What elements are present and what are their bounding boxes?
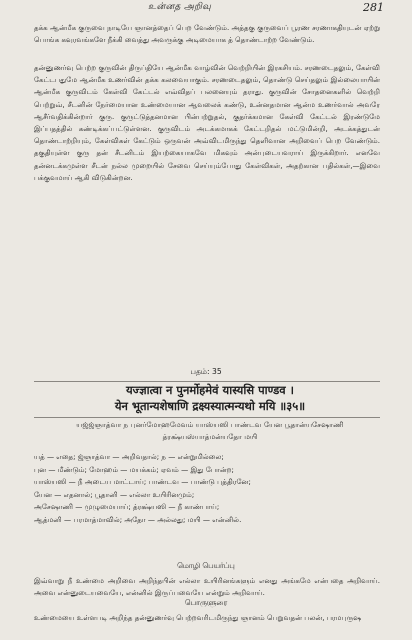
glossary-row: யத் — எதை; ஜ்ஞாத்வா — அறிவதால்; ந — என்றுமில்லை; — [34, 452, 224, 461]
page-number: 281 — [363, 1, 384, 14]
intro-paragraph: தக்க ஆன்மீக குருவை நாடியே ஞானத்தைப் பெற வேண்டும். அத்தகு குருவைப் பூரண சரணாகதியுடன் ஏற்று பொங்க கவுரவங்களே நீக்கி வைத்து அவருக்கு அடிமையாக த் தொண்டாற்ற வேண்டும். — [34, 23, 380, 45]
sanskrit-verse-line-2: येन भूतान्यशेषाणि द्रक्ष्यस्यात्मन्यथो मयि ॥३५॥ — [114, 399, 306, 413]
page-header — [0, 2, 412, 18]
sanskrit-verse-line-1: यज्ज्ञात्वा न पुनर्मोहमेवं यास्यसि पाण्डव । — [126, 383, 294, 397]
glossary-row: புன — மீண்டும்; மோஹம் — மயக்கம்; ஏவம் — இது போன்ற; — [34, 464, 234, 474]
translation-heading: மொழி பெயர்ப்பு — [177, 561, 235, 570]
verse-top-rule — [34, 381, 380, 382]
glossary-row: யாஸ்யஸி — நீ அடைய மாட்டாய்; பாண்டவ — பாண்டு புத்திரனே; — [34, 477, 251, 486]
glossary-row: யேன — எதனால்; பூதானி — எல்லா உயிரினமும்; — [34, 489, 195, 499]
running-title: உன்னத அறிவு — [148, 2, 212, 12]
verse-bottom-rule — [34, 417, 380, 418]
verse-label: பதம்: 35 — [190, 367, 222, 376]
purport-heading: பொருளுரை — [184, 598, 228, 607]
translation-paragraph: இவ்வாறு நீ உண்மை அறிவை அறிந்தபின் எல்லா உயிரினங்களும் எனது அங்கமே என்பதை அறிவாய். அவை என்னுடையவையே, என்னில் இருப்பவையே என்றும் அறிவாய். — [34, 576, 380, 598]
glossary-row: அசேஷாணி — முழுமையாய்; த்ரக்ஷ்யஸி — நீ காண்பாய்; — [34, 502, 220, 511]
purport-paragraph: உண்மையை உள்ளபடி அறிந்த தன்னுணர்வு பெற்றவரிடமிருந்து ஞானம் பெறுவதன் பலன், பரமபுருஷ — [34, 613, 362, 622]
verse-transliteration: யஜ்ஜ்ஞாத்வா ந புனர்மோஹமேவம் யாஸ்யஸி பாண்டவ யேன பூதான்யசேஷாணி த்ரக்ஷ்யஸ்யாத்மன்யதோ மயி — [76, 420, 344, 441]
word-glossary — [34, 451, 380, 526]
glossary-row: ஆத்மனி — பரமாத்மாவில்; அதோ — அல்லது; மயி — என்னில். — [34, 514, 242, 524]
main-paragraph: தன்னுணர்வு பெற்ற குருவின் திருப்தியே ஆன்மீக வாழ்வின் வெற்றியின் இரகசியம். சரணடைதலும், கேள்வி கேட்டபதுமே ஆன்மீக உணர்வின் தக்க கலவையாகும். சரணடைதலும், தொண்டு செய்தலும் இல்லையாயின் ஆன்மீக குருவிடம் கேள்வி கேட்டல் எவ்விதப் பலனையும் தராது. குருவின் சோதனைகளில் வெற்றி பெற்றுவ், சீடனின் நேர்மையான உண்மையான ஆவலைக் கண்டு, உன்னதமான ஆன்ம உணர்வால் அவரே ஆசீர்வதிக்கின்றார் குரு. குருட்டுத்தனமான பின்பற்றுதல், குதர்க்கமான கேள்வி கேட்டல் இரண்டுமே இப்பதத்தில் கண்டிக்கப்பட்டுள்ளன. குருவிடம் அடக்கமாகக் கேட்டறிதல் மட்டுமின்றி, அடக்கத்துடன் தொண்டாற்றியும், கேள்விகள் கேட்டும் ஒருவன் அவ்விடமிருந்து தெளிவான அறிவைப் பெற வேண்டும். தகுதியுள்ள குரு தன் சீடனிடம் இயற்கையாகவே மிகவும் அன்புடையவராய் இருக்கிறார். எனவே தன்னடக்கமுள்ள சீடன் நல்ல முறையில் சேவை செய்யும்போது கேள்விகள், அதற்கான பதில்கள்,—இவை பக்குவமாய் ஆகி விடுகின்றன. — [34, 63, 380, 182]
